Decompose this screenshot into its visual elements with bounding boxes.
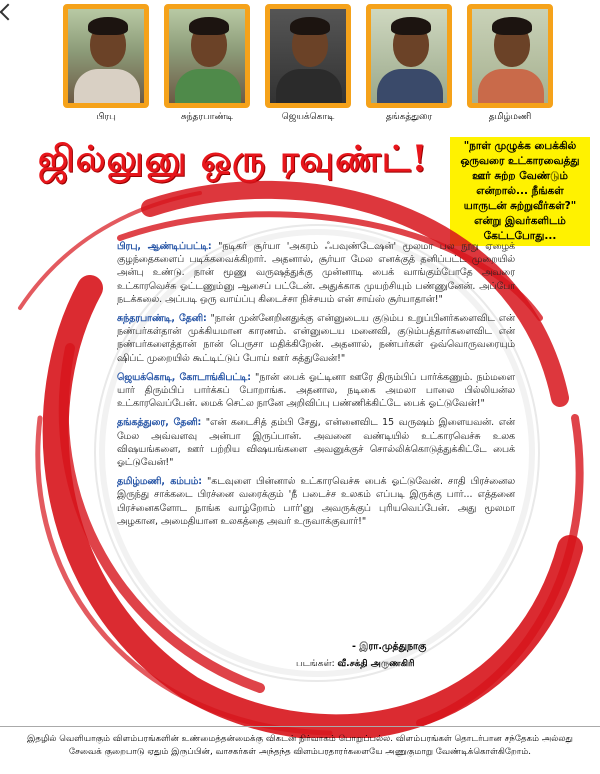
portrait-thamizhmani: [467, 4, 553, 123]
portrait-photo: [63, 4, 149, 108]
teaser-question-box: "நாள் முழுக்க பைக்கில் ஒருவரை உட்காரவைத்து ஊர் சுற்ற வேண்டும் என்றால்... நீங்கள் யாருடன் சுற்றுவீர்கள்?" என்று இவர்களிடம் கேட்டபோது...: [450, 137, 590, 246]
portrait-row: [63, 4, 553, 129]
portrait-prabhu: [63, 4, 149, 123]
quote-thangathurai: [117, 416, 515, 469]
portrait-caption: சுந்தரபாண்டி: [180, 112, 234, 122]
portrait-photo: [265, 4, 351, 108]
quote-prabhu: [117, 240, 515, 306]
portrait-thangathurai: [366, 4, 452, 123]
author-byline: - இரா.முத்துநாகு: [352, 641, 427, 652]
portrait-caption: பிரபு: [96, 112, 116, 122]
portrait-caption: ஜெயக்கொடி: [281, 112, 335, 122]
portrait-sundarapandi: [164, 4, 250, 123]
page-title: ஜில்லுனு ஒரு ரவுண்ட்!: [38, 138, 429, 180]
quote-speaker: ஜெயக்கொடி, கோடாங்கிபட்டி:: [117, 371, 252, 383]
quote-text: "நடிகர் சூர்யா 'அகரம் ஃபவுண்டேஷன்' மூலமா பல நூறு ஏழைக் குழந்தைகளைப் படிக்கவைக்கிறார். அதனால், சூர்யா மேல எனக்குத் தனிப்பட்ட முறையில் அன்பு உண்டு. நான் மூணு வருஷத்துக்கு முன்னாடி பைக் வாங்கும்போதே அவரை உட்காரவெச்சு ஓட்டணும்னு ஆசைப் பட்டேன். அதுக்காக முயற்சியும் பண்ணுனேன். அப்போ நடக்கலை. அப்படி ஒரு வாய்ப்பு கிடைச்சா நிச்சயம் என் சாய்ஸ் சூர்யாதான்!": [117, 241, 515, 305]
quote-thamizhmani: [117, 475, 515, 528]
page-corner-mark: [0, 4, 16, 21]
quote-speaker: தங்கத்துரை, தேனி:: [117, 417, 202, 429]
quote-sundarapandi: [117, 312, 515, 365]
portrait-caption: தங்கத்துரை: [385, 112, 433, 122]
photo-credit: [296, 659, 414, 670]
quote-text: "நான் பைக் ஓட்டினா ஊரே திரும்பிப் பார்க்கணும். நம்மளை யார் திரும்பிப் பார்க்கப் போறாங்க. அதனால, நடிகை அமலா பாலை பில்லியன்ல உட்காரவெப்பேன். மைக் செட்ல நானே அறிவிப்பு பண்ணிக்கிட்டே பைக் ஓட்டுவேன்!": [117, 371, 515, 410]
quote-jeyakodi: [117, 371, 515, 411]
quote-speaker: சுந்தரபாண்டி, தேனி:: [117, 313, 207, 325]
quotes-article: [117, 240, 515, 534]
quote-text: "நான் முன்னேறினதுக்கு என்னுடைய குடும்ப உறுப்பினர்களைவிட என் நண்பர்கள்தான் முக்கியமான காரணம். என்னுடைய மனைவி, குடும்பத்தார்களைவிட என் நண்பர்களைத்தான் நான் பெருசா மதிக்கிறேன். அதனால், நண்பர்கள் ஒவ்வொருவரையும் ஷிப்ட் முறையில் கூட்டிட்டுப் போய் ஊர் சுத்துவேன்!": [117, 313, 515, 364]
portrait-photo: [467, 4, 553, 108]
photo-credit-name: வீ.சக்தி அருணகிரி: [337, 659, 415, 669]
portrait-photo: [164, 4, 250, 108]
portrait-caption: தமிழ்மணி: [488, 112, 532, 122]
ad-disclaimer: இதழில் வெளியாகும் விளம்பரங்களின் உண்மைத்தன்மைக்கு விகடன் நிர்வாகம் பொறுப்பல்ல. விளம்பரங்கள் தொடர்பான சந்தேகம் அல்லது சேவைக் குறைபாடு ஏதும் இருப்பின், வாசகர்கள் அந்தந்த விளம்பரதாரர்களையே அணுகுமாறு வேண்டிக்கொள்கிறோம்.: [0, 726, 600, 759]
photo-credit-label: படங்கள்:: [296, 659, 335, 669]
portrait-photo: [366, 4, 452, 108]
quote-speaker: தமிழ்மணி, கம்பம்:: [117, 476, 203, 488]
quote-speaker: பிரபு, ஆண்டிப்பட்டி:: [117, 241, 212, 252]
quote-text: "கடவுளை பின்னால் உட்காரவெச்சு பைக் ஓட்டுவேன். சாதி பிரச்னைல இருந்து சாக்கடை பிரச்னை வரைக்கும் 'நீ படைச்ச உலகம் எப்படி இருக்கு பார்... எத்தனை பிரச்னைகளோட நாங்க வாழ்றோம் பார்'னு அவருக்குப் புரியவெப்பேன். அது மூலமா அழகான, அமைதியான உலகத்தை அவர் உருவாக்குவார்!": [117, 476, 515, 527]
quote-text: "என் கடைசித் தம்பி சேது, என்னைவிட 15 வருஷம் இளையவன். என் மேல அவ்வளவு அன்பா இருப்பான். அவனை வண்டியில் உட்காரவெச்சு உலக விஷயங்களை, ஊர் பற்றிய விஷயங்களை அவனுக்குச் சொல்லிக்கொடுத்துக்கிட்டே பைக் ஓட்டுவேன்!": [117, 417, 515, 469]
portrait-jeyakodi: [265, 4, 351, 123]
